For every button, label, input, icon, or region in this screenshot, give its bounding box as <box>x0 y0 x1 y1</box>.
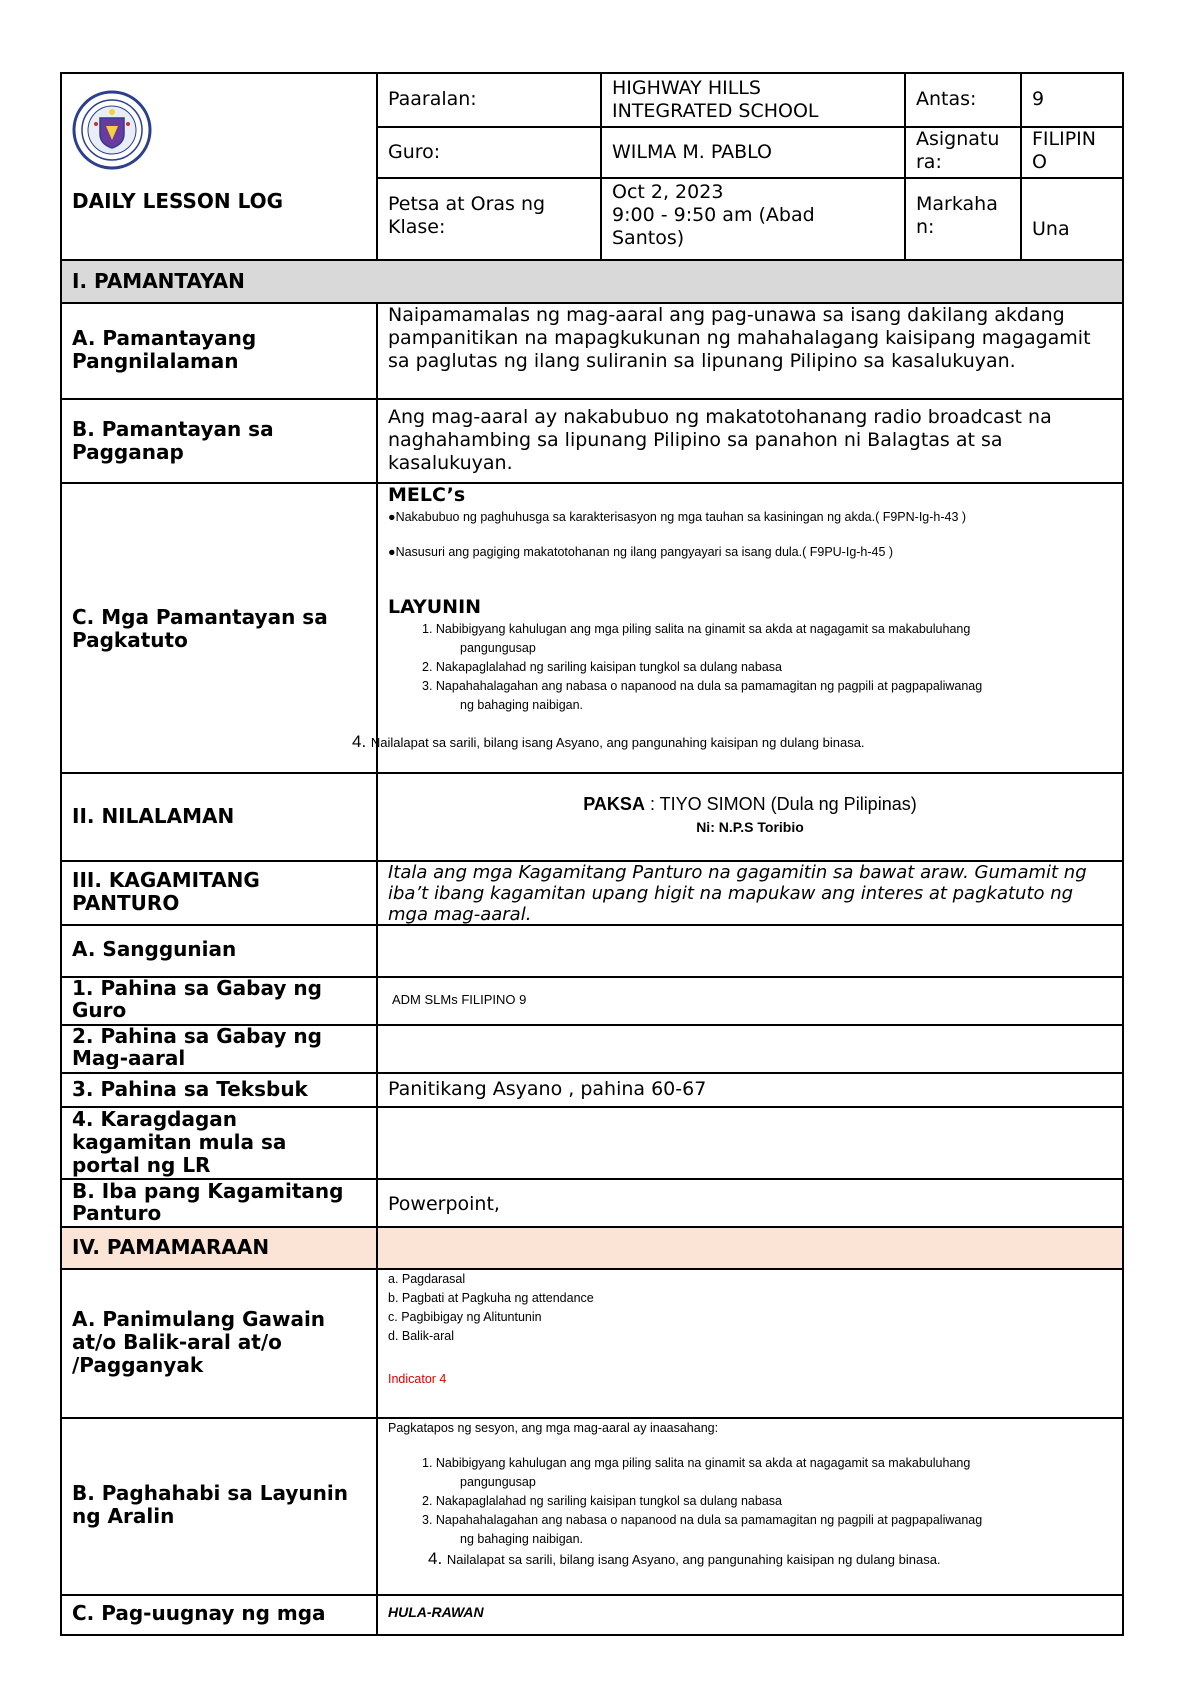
asignatura-label: Asignatu ra: <box>916 128 1000 173</box>
gabay-mag-aaral-label: 2. Pahina sa Gabay ng Mag-aaral <box>72 1025 322 1069</box>
section-heading-pamamaraan: IV. PAMAMARAAN <box>72 1236 270 1259</box>
sanggunian-label: A. Sanggunian <box>72 938 237 961</box>
asignatura-value: FILIPIN O <box>1032 128 1096 173</box>
antas-value: 9 <box>1032 88 1045 110</box>
layunin-item: 1. Nabibigyang kahulugan ang mga piling salita na ginamit sa akda at nagagamit sa makabuluhang <box>422 1456 971 1470</box>
layunin-item: 3. Napahahalagahan ang nabasa o napanood na dula sa pamamagitan ng pagpili at pagpapaliwanag <box>422 1513 983 1527</box>
pamantayang-pangnilalaman-label: A. Pamantayang Pangnilalaman <box>72 327 257 373</box>
deped-seal-logo <box>72 90 152 170</box>
melc-block <box>378 484 1122 770</box>
petsa-value: Oct 2, 2023 9:00 - 9:50 am (Abad Santos) <box>612 181 815 249</box>
pag-uugnay-value: HULA-RAWAN <box>388 1604 484 1620</box>
teksbuk-label: 3. Pahina sa Teksbuk <box>72 1078 308 1101</box>
layunin-item: 1. Nabibigyang kahulugan ang mga piling salita na ginamit sa akda at nagagamit sa makabuluhang <box>422 622 971 636</box>
list-item: d. Balik-aral <box>388 1329 454 1343</box>
document-title: DAILY LESSON LOG <box>72 190 284 213</box>
layunin-item: 2. Nakapaglalahad ng sariling kaisipan tungkol sa dulang nabasa <box>422 1494 782 1508</box>
layunin-item: 3. Napahahalagahan ang nabasa o napanood na dula sa pamamagitan ng pagpili at pagpapaliwanag <box>422 679 983 693</box>
karagdagan-label: 4. Karagdagan kagamitan mula sa portal ng LR <box>72 1108 287 1177</box>
layunin-item: 4. Nailalapat sa sarili, bilang isang Asyano, ang pangunahing kaisipan ng dulang binasa. <box>428 1549 941 1568</box>
paghahabi-intro: Pagkatapos ng sesyon, ang mga mag-aaral ay inaasahang: <box>388 1421 719 1435</box>
section-heading-pamantayan: I. PAMANTAYAN <box>72 270 245 293</box>
layunin-item-4: 4. Nailalapat sa sarili, bilang isang Asyano, ang pangunahing kaisipan ng dulang binasa. <box>352 732 865 751</box>
pamantayan-sa-pagkatuto-label: C. Mga Pamantayan sa Pagkatuto <box>72 606 328 652</box>
pamantayan-sa-pagganap-text: Ang mag-aaral ay nakabubuo ng makatotohanang radio broadcast na naghahambing sa lipunang Pilipino sa panahon ni Balagtas at sa kasalukuyan. <box>388 406 1052 474</box>
pamantayan-sa-pagganap-label: B. Pamantayan sa Pagganap <box>72 418 274 464</box>
markahan-label: Markaha n: <box>916 193 998 238</box>
melc-item: ●Nasusuri ang pagiging makatotohanan ng ilang pangyayari sa isang dula.( F9PU-Ig-h-45 ) <box>388 545 894 559</box>
list-item: a. Pagdarasal <box>388 1272 466 1286</box>
panimulang-gawain-label: A. Panimulang Gawain at/o Balik-aral at/o /Pagganyak <box>72 1308 326 1377</box>
kagamitang-panturo-note: Itala ang mga Kagamitang Panturo na gagamitin sa bawat araw. Gumamit ng iba’t ibang kagamitan upang higit na mapukaw ang interes at pagkatuto ng mga mag-aaral. <box>388 862 1087 925</box>
melc-heading: MELC’s <box>388 484 466 506</box>
indicator-label: Indicator 4 <box>388 1372 447 1386</box>
nilalaman-label: II. NILALAMAN <box>72 805 235 828</box>
list-item: c. Pagbibigay ng Alituntunin <box>388 1310 542 1324</box>
guro-value: WILMA M. PABLO <box>612 141 773 163</box>
layunin-item-cont: pangungusap <box>460 1475 536 1489</box>
gabay-guro-value: ADM SLMs FILIPINO 9 <box>392 992 527 1007</box>
antas-label: Antas: <box>916 88 977 110</box>
panimulang-gawain-list <box>378 1270 1122 1389</box>
layunin-heading: LAYUNIN <box>388 596 482 618</box>
teksbuk-value: Panitikang Asyano , pahina 60-67 <box>388 1078 707 1100</box>
layunin-item-cont: ng bahaging naibigan. <box>460 1532 584 1546</box>
paghahabi-content <box>378 1419 1122 1569</box>
guro-label: Guro: <box>388 141 441 163</box>
layunin-item-cont: ng bahaging naibigan. <box>460 698 584 712</box>
iba-pang-kagamitan-label: B. Iba pang Kagamitang Panturo <box>72 1180 344 1224</box>
layunin-item-cont: pangungusap <box>460 641 536 655</box>
petsa-label: Petsa at Oras ng Klase: <box>388 193 546 238</box>
layunin-item: 2. Nakapaglalahad ng sariling kaisipan tungkol sa dulang nabasa <box>422 660 782 674</box>
paaralan-label: Paaralan: <box>388 88 477 110</box>
markahan-value: Una <box>1032 218 1070 240</box>
paaralan-value: HIGHWAY HILLS INTEGRATED SCHOOL <box>612 77 819 122</box>
gabay-guro-label: 1. Pahina sa Gabay ng Guro <box>72 977 322 1021</box>
kagamitang-panturo-label: III. KAGAMITANG PANTURO <box>72 869 260 915</box>
pamantayang-pangnilalaman-text: Naipamamalas ng mag-aaral ang pag-unawa sa isang dakilang akdang pampanitikan na mapagkukunan ng mahahalagang kaisipang magagamit sa paglutas ng ilang suliranin sa lipunang Pilipino sa kasalukuyan. <box>388 304 1091 372</box>
paghahabi-label: B. Paghahabi sa Layunin ng Aralin <box>72 1482 348 1528</box>
pag-uugnay-label: C. Pag-uugnay ng mga <box>72 1602 326 1625</box>
melc-item: ●Nakabubuo ng paghuhusga sa karakterisasyon ng mga tauhan sa kasiningan ng akda.( F9PN-Ig-h-43 ) <box>388 510 967 524</box>
iba-pang-kagamitan-value: Powerpoint, <box>388 1193 500 1215</box>
paksa-author: Ni: N.P.S Toribio <box>696 819 804 835</box>
paksa-line: PAKSA : TIYO SIMON (Dula ng Pilipinas) <box>583 794 917 814</box>
list-item: b. Pagbati at Pagkuha ng attendance <box>388 1291 594 1305</box>
